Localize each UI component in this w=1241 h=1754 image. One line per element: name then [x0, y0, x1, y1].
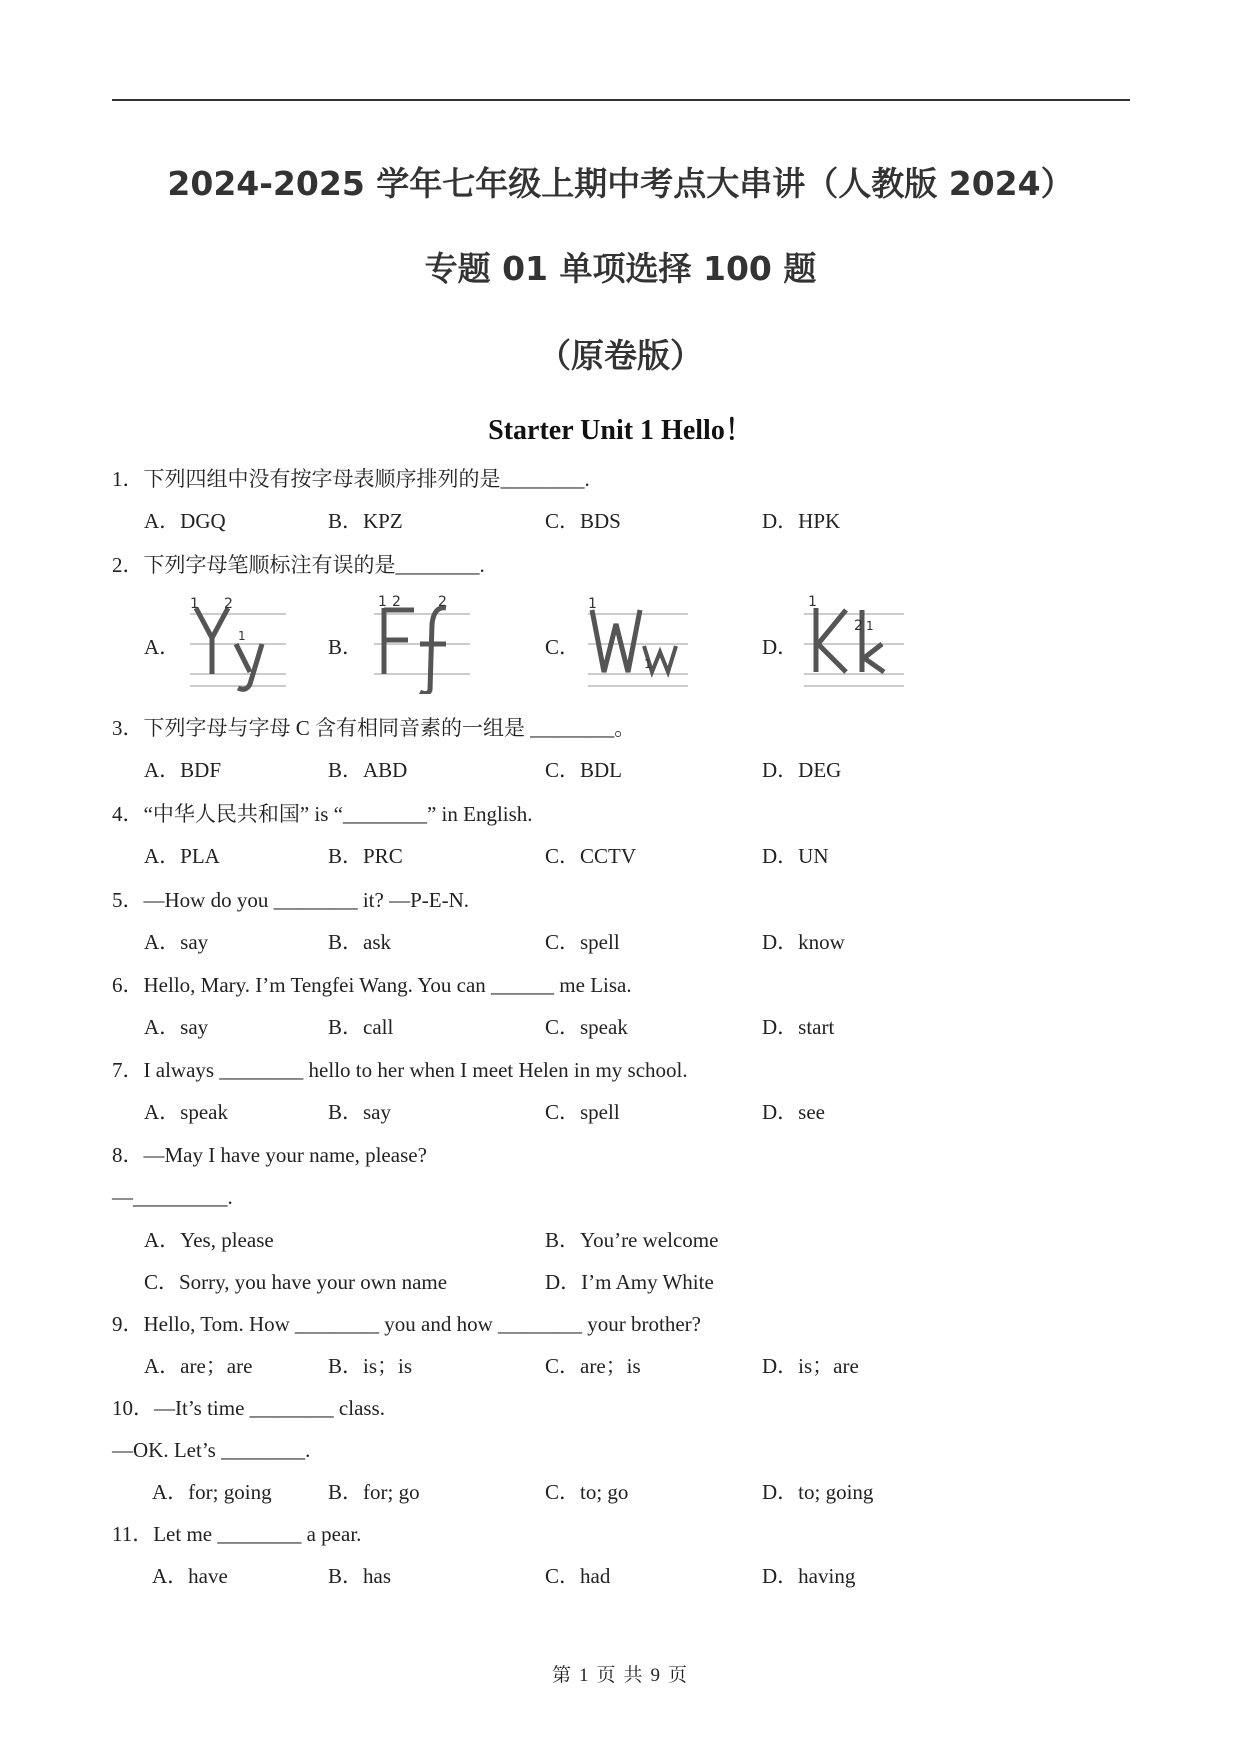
q9-option-d: D．is；are [762, 1354, 859, 1378]
page-footer [0, 1660, 1241, 1687]
q7-option-b: B．say [328, 1100, 391, 1124]
q6-option-c: C．speak [545, 1015, 628, 1039]
svg-text:1: 1 [588, 596, 597, 612]
q8-option-a: A．Yes, please [144, 1228, 274, 1252]
q4-option-d: D．UN [762, 844, 829, 868]
q7-option-a: A．speak [144, 1100, 228, 1124]
q10-option-c: C．to; go [545, 1480, 629, 1504]
q4-option-b: B．PRC [328, 844, 403, 868]
svg-text:1: 1 [808, 594, 817, 610]
question-7: 7．I always ________ hello to her when I meet Helen in my school. [112, 1058, 688, 1082]
footer-text: 第 [551, 1665, 573, 1686]
question-4: 4．“中华人民共和国” is “________” in English. [112, 802, 533, 826]
svg-text:2: 2 [854, 618, 863, 634]
q2-option-a: A． [144, 635, 181, 659]
question-10: 10．—It’s time ________ class. [112, 1396, 385, 1420]
q10-option-b: B．for; go [328, 1480, 420, 1504]
svg-text:1: 1 [190, 596, 199, 612]
q11-option-d: D．having [762, 1564, 856, 1588]
q1-option-a: A．DGQ [144, 509, 226, 533]
q5-option-d: D．know [762, 930, 845, 954]
svg-text:2: 2 [224, 596, 233, 612]
footer-text: 页 [596, 1665, 618, 1686]
q2-option-c: C． [545, 635, 581, 659]
q3-option-a: A．BDF [144, 758, 222, 782]
q3-option-c: C．BDL [545, 758, 623, 782]
question-1: 1．下列四组中没有按字母表顺序排列的是________. [112, 467, 590, 491]
footer-text: 共 [623, 1665, 645, 1686]
q11-option-c: C．had [545, 1564, 611, 1588]
q1-option-b: B．KPZ [328, 509, 403, 533]
q8-option-c: C．Sorry, you have your own name [144, 1270, 448, 1294]
doc-title: 2024-2025 学年七年级上期中考点大串讲（人教版 2024） [167, 164, 1074, 203]
svg-text:2: 2 [438, 594, 447, 610]
question-2: 2．下列字母笔顺标注有误的是________. [112, 553, 485, 577]
q8-option-d: D．I’m Amy White [545, 1270, 714, 1294]
letter-yy-image [186, 594, 294, 694]
footer-text: 页 [668, 1665, 690, 1686]
q2-option-b: B． [328, 635, 364, 659]
svg-text:1: 1 [866, 619, 874, 633]
doc-subtitle: 专题 01 单项选择 100 题 [424, 249, 817, 288]
question-8-reply: —_________. [112, 1185, 233, 1209]
letter-kk-image [800, 594, 908, 694]
question-6: 6．Hello, Mary. I’m Tengfei Wang. You can ______ me Lisa. [112, 973, 632, 997]
letter-ww-image [584, 594, 692, 694]
q8-option-b: B．You’re welcome [545, 1228, 719, 1252]
q2-option-d: D． [762, 635, 799, 659]
question-11: 11．Let me ________ a pear. [112, 1522, 362, 1546]
q5-option-a: A．say [144, 930, 209, 954]
q10-option-a: A．for; going [152, 1480, 272, 1504]
q9-option-a: A．are；are [144, 1354, 253, 1378]
q4-option-c: C．CCTV [545, 844, 637, 868]
question-3: 3．下列字母与字母 C 含有相同音素的一组是 ________。 [112, 716, 636, 740]
q7-option-d: D．see [762, 1100, 825, 1124]
q6-option-a: A．say [144, 1015, 209, 1039]
question-8: 8．—May I have your name, please? [112, 1143, 427, 1167]
svg-text:1: 1 [378, 594, 387, 610]
question-5: 5．—How do you ________ it? —P-E-N. [112, 888, 469, 912]
q1-option-c: C．BDS [545, 509, 621, 533]
q5-option-c: C．spell [545, 930, 620, 954]
letter-ff-image [370, 594, 478, 694]
q3-option-b: B．ABD [328, 758, 408, 782]
q6-option-b: B．call [328, 1015, 394, 1039]
q5-option-b: B．ask [328, 930, 391, 954]
q4-option-a: A．PLA [144, 844, 220, 868]
q9-option-b: B．is；is [328, 1354, 413, 1378]
footer-page-number: 1 [578, 1665, 591, 1686]
q11-option-a: A．have [152, 1564, 228, 1588]
doc-version: （原卷版） [538, 336, 703, 375]
svg-text:1: 1 [238, 629, 246, 643]
q7-option-c: C．spell [545, 1100, 620, 1124]
q3-option-d: D．DEG [762, 758, 842, 782]
q11-option-b: B．has [328, 1564, 391, 1588]
svg-text:2: 2 [392, 594, 401, 610]
q6-option-d: D．start [762, 1015, 835, 1039]
q9-option-c: C．are；is [545, 1354, 641, 1378]
question-10-reply: —OK. Let’s ________. [112, 1438, 311, 1462]
svg-text:1: 1 [644, 657, 652, 671]
q10-option-d: D．to; going [762, 1480, 874, 1504]
footer-total-pages: 9 [650, 1665, 663, 1686]
question-9: 9．Hello, Tom. How ________ you and how ________ your brother? [112, 1312, 701, 1336]
top-rule [112, 99, 1130, 101]
q1-option-d: D．HPK [762, 509, 841, 533]
unit-title: Starter Unit 1 Hello！ [488, 415, 753, 446]
